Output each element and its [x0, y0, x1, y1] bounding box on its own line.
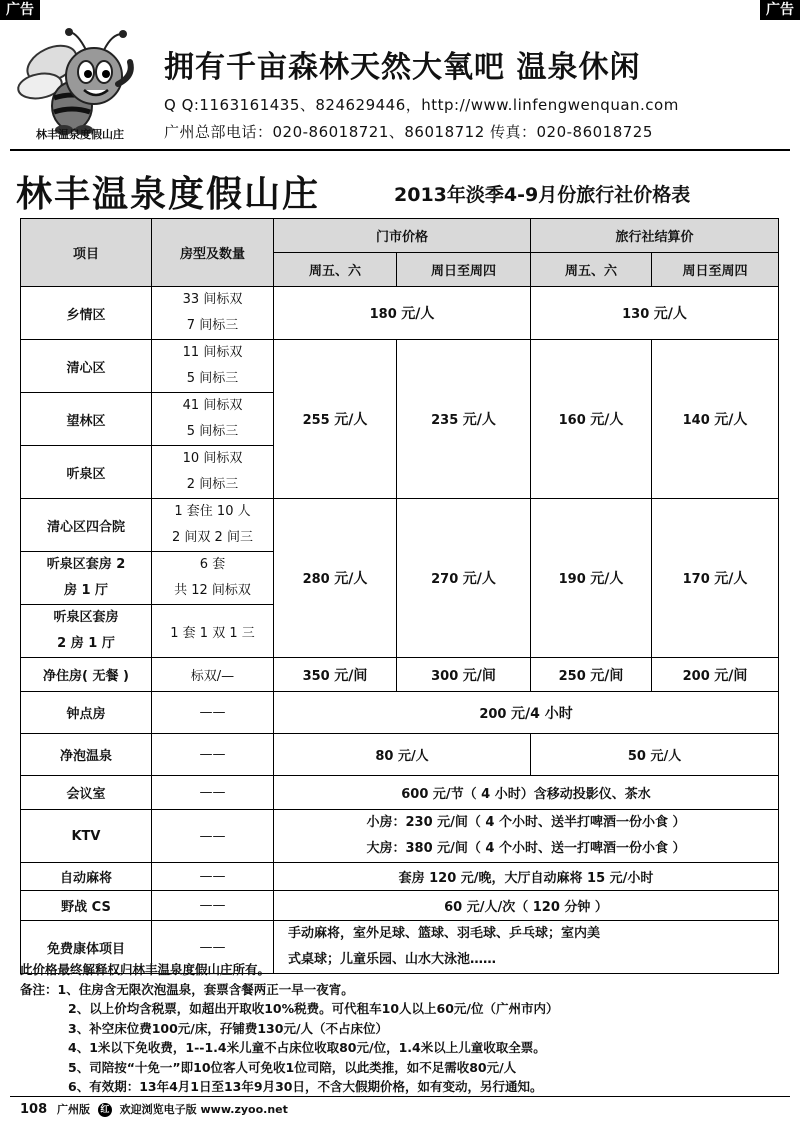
row-room-free-activities: —— [152, 921, 274, 974]
contact-qq-website: Q Q:1163161435、824629446，http://www.linfengwenquan.com [164, 96, 679, 114]
table-row [21, 863, 779, 891]
row-name-xiangqing: 乡情区 [21, 287, 152, 340]
hotspring-agency-price: 50 元/人 [531, 734, 779, 776]
price-table [20, 218, 779, 974]
row-name-ktv: KTV [21, 810, 152, 863]
note-1: 备注：1、住房含无限次泡温泉，套票含餐两正一早一夜宵。 [20, 981, 354, 997]
room-only-agency-sun-thu: 200 元/间 [652, 658, 779, 692]
table-header-row [21, 219, 779, 253]
note-6: 6、有效期：13年4月1日至13年9月30日，不含大假期价格，如有变动，另行通知。 [68, 1079, 543, 1094]
footer-website: 欢迎浏览电子版 www.zyoo.net [119, 1103, 288, 1116]
table-row [21, 776, 779, 810]
row-room-siheyuan: 1 套住 10 人 2 间双 2 间三 [152, 499, 274, 552]
agency-price-xiangqing: 130 元/人 [531, 287, 779, 340]
note-2: 2、以上价均含税票，如超出开取收10%税费。可代租车10人以上60元/位（广州市内） [68, 1001, 559, 1016]
row-name-hourly: 钟点房 [21, 692, 152, 734]
retail-price-xiangqing: 180 元/人 [274, 287, 531, 340]
contact-phone-fax: 广州总部电话：020-86018721、86018712 传真：020-86018725 [164, 123, 653, 141]
row-name-room-only: 净住房( 无餐 ) [21, 658, 152, 692]
page-footer [20, 1101, 288, 1117]
row-room-suite-3: 1 套 1 双 1 三 [152, 605, 274, 658]
logo-caption: 林丰温泉度假山庄 [36, 128, 124, 141]
row-room-qingxin: 11 间标双 5 间标三 [152, 340, 274, 393]
price-group2-retail-fri-sat: 280 元/人 [274, 499, 397, 658]
edition-label: 广州版 [56, 1103, 90, 1116]
brand-badge-icon: 红 [98, 1103, 112, 1117]
row-name-meeting: 会议室 [21, 776, 152, 810]
row-name-tingquan: 听泉区 [21, 446, 152, 499]
ktv-desc: 小房：230 元/间（ 4 个小时、送半打啤酒一份小食 ） 大房：380 元/间（ 4 个小时、送一打啤酒一份小食 ） [274, 810, 779, 863]
page-title: 林丰温泉度假山庄 [16, 174, 321, 215]
row-room-room-only: 标双/— [152, 658, 274, 692]
meeting-room-desc: 600 元/节（ 4 小时）含移动投影仪、茶水 [274, 776, 779, 810]
price-group1-agency-sun-thu: 140 元/人 [652, 340, 779, 499]
hotspring-retail-price: 80 元/人 [274, 734, 531, 776]
row-name-mahjong: 自动麻将 [21, 863, 152, 891]
header-agency-price: 旅行社结算价 [531, 219, 779, 253]
header-agency-sun-thu: 周日至周四 [652, 253, 779, 287]
price-group2-agency-fri-sat: 190 元/人 [531, 499, 652, 658]
price-group2-agency-sun-thu: 170 元/人 [652, 499, 779, 658]
cs-desc: 60 元/人/次（ 120 分钟 ） [274, 891, 779, 921]
header-retail-price: 门市价格 [274, 219, 531, 253]
header-divider [10, 149, 790, 151]
row-room-suite-2: 6 套 共 12 间标双 [152, 552, 274, 605]
row-name-suite-2: 听泉区套房 2 房 1 厅 [21, 552, 152, 605]
row-name-wanglin: 望林区 [21, 393, 152, 446]
note-rights: 此价格最终解释权归林丰温泉度假山庄所有。 [20, 962, 271, 977]
footer-divider [10, 1096, 790, 1097]
price-group2-retail-sun-thu: 270 元/人 [397, 499, 531, 658]
price-group1-retail-sun-thu: 235 元/人 [397, 340, 531, 499]
note-4: 4、1米以下免收费，1--1.4米儿童不占床位收取80元/位，1.4米以上儿童收取全票。 [68, 1040, 546, 1055]
table-row [21, 692, 779, 734]
row-name-hotspring: 净泡温泉 [21, 734, 152, 776]
header-retail-sun-thu: 周日至周四 [397, 253, 531, 287]
room-only-retail-sun-thu: 300 元/间 [397, 658, 531, 692]
free-activities-desc: 手动麻将，室外足球、篮球、羽毛球、乒乓球；室内美 式桌球；儿童乐园、山水大泳池…… [274, 921, 779, 974]
table-row [21, 891, 779, 921]
table-row [21, 658, 779, 692]
slogan-headline: 拥有千亩森林天然大氧吧 温泉休闲 [164, 50, 641, 85]
header-item: 项目 [21, 219, 152, 287]
row-room-meeting: —— [152, 776, 274, 810]
row-room-tingquan: 10 间标双 2 间标三 [152, 446, 274, 499]
mahjong-desc: 套房 120 元/晚，大厅自动麻将 15 元/小时 [274, 863, 779, 891]
room-only-retail-fri-sat: 350 元/间 [274, 658, 397, 692]
row-room-xiangqing: 33 间标双 7 间标三 [152, 287, 274, 340]
header-agency-fri-sat: 周五、六 [531, 253, 652, 287]
row-room-ktv: —— [152, 810, 274, 863]
row-room-wanglin: 41 间标双 5 间标三 [152, 393, 274, 446]
table-row [21, 499, 779, 552]
table-row [21, 734, 779, 776]
page-number: 108 [20, 1102, 48, 1117]
room-only-agency-fri-sat: 250 元/间 [531, 658, 652, 692]
price-group1-agency-fri-sat: 160 元/人 [531, 340, 652, 499]
bee-mascot-logo [12, 26, 144, 138]
row-room-mahjong: —— [152, 863, 274, 891]
row-name-cs: 野战 CS [21, 891, 152, 921]
header-retail-fri-sat: 周五、六 [274, 253, 397, 287]
row-room-hotspring: —— [152, 734, 274, 776]
ad-label-right: 广告 [760, 0, 800, 20]
row-room-hourly: —— [152, 692, 274, 734]
table-row [21, 287, 779, 340]
table-row [21, 810, 779, 863]
hourly-room-price: 200 元/4 小时 [274, 692, 779, 734]
price-group1-retail-fri-sat: 255 元/人 [274, 340, 397, 499]
table-row [21, 340, 779, 393]
row-name-suite-3: 听泉区套房 2 房 1 厅 [21, 605, 152, 658]
note-5: 5、司陪按“十免一”即10位客人可免收1位司陪，以此类推，如不足需收80元/人 [68, 1059, 517, 1075]
row-name-siheyuan: 清心区四合院 [21, 499, 152, 552]
row-room-cs: —— [152, 891, 274, 921]
row-name-qingxin: 清心区 [21, 340, 152, 393]
note-3: 3、补空床位费100元/床，孖铺费130元/人（不占床位） [68, 1020, 389, 1036]
ad-label-left: 广告 [0, 0, 40, 20]
notes-section [20, 960, 780, 1097]
row-name-free-activities: 免费康体项目 [21, 921, 152, 974]
page-subtitle: 2013年淡季4-9月份旅行社价格表 [394, 184, 691, 206]
header-room-type: 房型及数量 [152, 219, 274, 287]
